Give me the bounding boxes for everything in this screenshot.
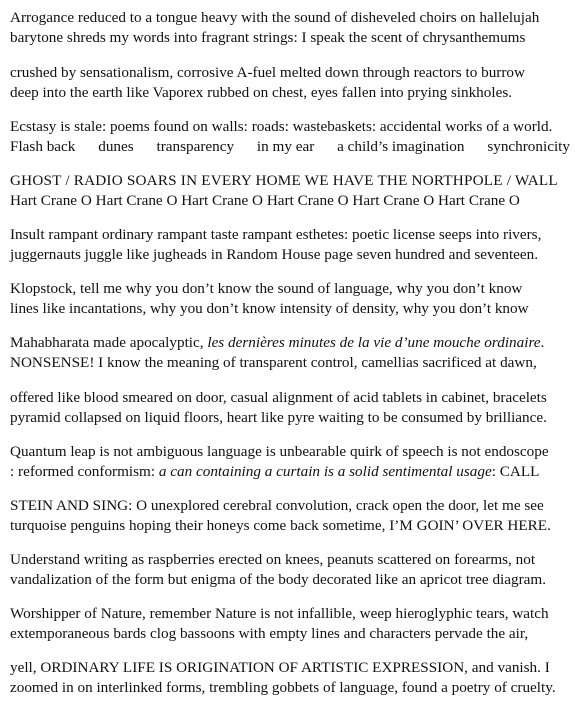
spaced-word: a child’s imagination <box>337 138 465 155</box>
poem-line <box>10 333 570 353</box>
poem-line: Ecstasy is stale: poems found on walls: roads: wastebaskets: accidental works of a world. <box>10 118 553 135</box>
stanza-4 <box>10 171 570 211</box>
spaced-word: transparency <box>156 138 235 155</box>
poem-line: turquoise penguins hoping their honeys come back sometime, I’M GOIN’ OVER HERE. <box>10 517 551 534</box>
stanza-12 <box>10 604 570 644</box>
stanza-11 <box>10 550 570 590</box>
poem-line: offered like blood smeared on door, casual alignment of acid tablets in cabinet, bracelets <box>10 389 547 406</box>
stanza-3 <box>10 117 570 157</box>
poem-line-spaced <box>10 137 570 157</box>
plain-text: Mahabharata made apocalyptic, <box>10 334 208 351</box>
poem-line: Quantum leap is not ambiguous language is unbearable quirk of speech is not endoscope <box>10 443 549 460</box>
poem-line: GHOST / RADIO SOARS IN EVERY HOME WE HAVE THE NORTHPOLE / WALL <box>10 172 558 189</box>
french-italic-phrase: les dernières minutes de la vie d’une mouche ordinaire <box>207 334 541 351</box>
poem-line: Klopstock, tell me why you don’t know the sound of language, why you don’t know <box>10 280 523 297</box>
poem-line: barytone shreds my words into fragrant strings: I speak the scent of chrysanthemums <box>10 29 526 46</box>
poem-line: Worshipper of Nature, remember Nature is not infallible, weep hieroglyphic tears, watch <box>10 605 549 622</box>
stanza-13 <box>10 658 570 698</box>
poem-line: yell, ORDINARY LIFE IS ORIGINATION OF ARTISTIC EXPRESSION, and vanish. I <box>10 659 550 676</box>
plain-text: : CALL <box>491 463 540 480</box>
spaced-word: dunes <box>98 138 134 155</box>
stanza-7 <box>10 333 570 373</box>
poem-line: juggernauts juggle like jugheads in Random House page seven hundred and seventeen. <box>10 246 539 263</box>
italic-phrase: a can containing a curtain is a solid sentimental usage <box>158 463 492 480</box>
plain-text: : reformed conformism: <box>10 463 159 480</box>
stanza-9 <box>10 442 570 482</box>
stanza-6 <box>10 279 570 319</box>
poem-line: pyramid collapsed on liquid floors, heart like pyre waiting to be consumed by brilliance. <box>10 409 547 426</box>
spaced-word: Flash back <box>10 138 76 155</box>
stanza-2 <box>10 63 570 103</box>
poem-line: deep into the earth like Vaporex rubbed on chest, eyes fallen into prying sinkholes. <box>10 84 513 101</box>
poem-line: Understand writing as raspberries erected on knees, peanuts scattered on forearms, not <box>10 551 536 568</box>
stanza-5 <box>10 225 570 265</box>
poem-line: zoomed in on interlinked forms, trembling gobbets of language, found a poetry of cruelty. <box>10 679 556 696</box>
spaced-word: synchronicity <box>487 138 570 155</box>
spaced-word: in my ear <box>256 138 315 155</box>
plain-text: . <box>540 334 545 351</box>
poem-line: crushed by sensationalism, corrosive A-fuel melted down through reactors to burrow <box>10 64 525 81</box>
stanza-1 <box>10 8 570 48</box>
poem-line: NONSENSE! I know the meaning of transparent control, camellias sacrificed at dawn, <box>10 354 537 371</box>
stanza-10 <box>10 496 570 536</box>
poem-line: extemporaneous bards clog bassoons with empty lines and characters pervade the air, <box>10 625 529 642</box>
poem-line <box>10 462 570 482</box>
poem-line: STEIN AND SING: O unexplored cerebral convolution, crack open the door, let me see <box>10 497 544 514</box>
poem-line: vandalization of the form but enigma of the body decorated like an apricot tree diagram. <box>10 571 546 588</box>
poem-line: Hart Crane O Hart Crane O Hart Crane O Hart Crane O Hart Crane O Hart Crane O <box>10 192 520 209</box>
poem-line: Insult rampant ordinary rampant taste rampant esthetes: poetic license seeps into rivers, <box>10 226 542 243</box>
poem-line: lines like incantations, why you don’t know intensity of density, why you don’t know <box>10 300 529 317</box>
stanza-8 <box>10 388 570 428</box>
poem-line: Arrogance reduced to a tongue heavy with the sound of disheveled choirs on hallelujah <box>10 9 540 26</box>
